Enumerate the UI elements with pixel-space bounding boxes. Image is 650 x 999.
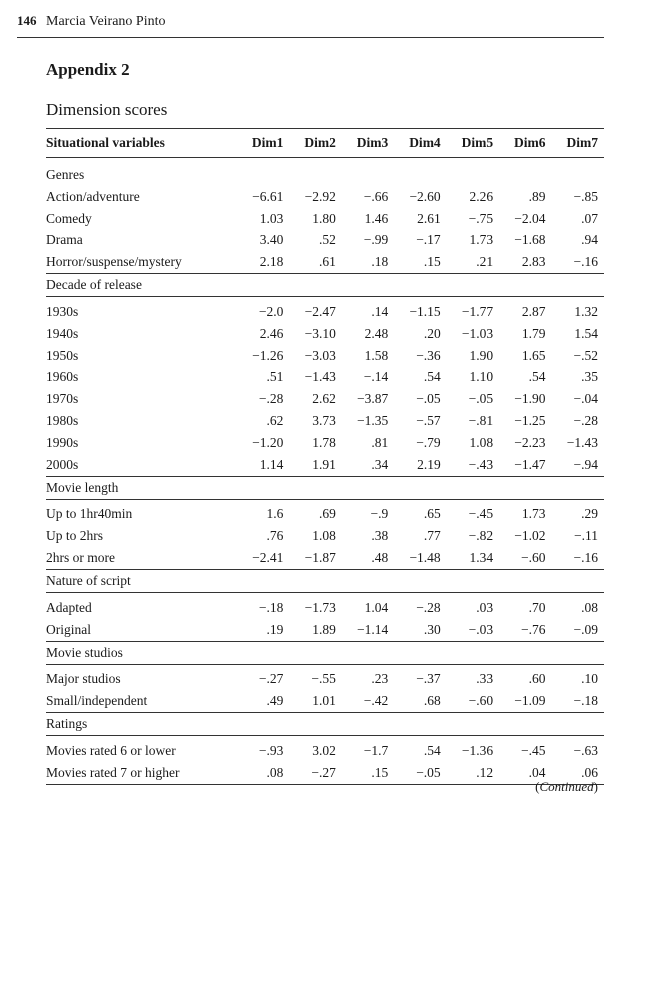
section-row [46, 713, 604, 736]
row-label: Drama [46, 232, 83, 248]
cell-dim6: −.60 [521, 550, 546, 566]
header-dim7: Dim7 [552, 129, 604, 158]
table-row [46, 388, 604, 410]
cell-dim3: −.14 [363, 369, 389, 385]
row-label: 1980s [46, 413, 79, 429]
table-row [46, 208, 604, 230]
cell-dim5: −.75 [468, 210, 494, 226]
cell-dim5: 1.34 [469, 550, 494, 566]
cell-dim7: −.18 [573, 693, 598, 709]
cell-dim7: −.85 [573, 188, 598, 204]
cell-dim7: .08 [581, 599, 598, 615]
cell-dim4: −.05 [394, 762, 446, 784]
section-title: Movie studios [46, 641, 604, 664]
row-label: 2hrs or more [46, 550, 115, 566]
row-label: 1990s [46, 434, 79, 450]
header-dim5: Dim5 [447, 129, 499, 158]
cell-dim3: −3.87 [357, 391, 389, 407]
table-row [46, 410, 604, 432]
cell-dim5: .33 [476, 671, 494, 687]
row-label: Movies rated 6 or lower [46, 743, 176, 759]
cell-dim7: .10 [581, 671, 598, 687]
cell-dim3: 1.04 [364, 599, 389, 615]
table-caption: Dimension scores [46, 100, 168, 119]
cell-dim4: −.28 [416, 599, 441, 615]
cell-dim3: .23 [371, 671, 389, 687]
cell-dim6: −1.90 [514, 391, 546, 407]
table-row [46, 345, 604, 367]
table-row [46, 297, 604, 323]
section-row [46, 274, 604, 297]
row-label: Up to 2hrs [46, 528, 103, 544]
cell-dim2: 1.08 [312, 528, 336, 544]
cell-dim5: 1.73 [469, 232, 494, 248]
cell-dim2: −1.73 [304, 599, 336, 615]
cell-dim4: 2.61 [417, 210, 441, 226]
cell-dim5: 1.10 [469, 369, 494, 385]
table-row [46, 592, 604, 618]
cell-dim6: −1.09 [514, 693, 546, 709]
row-label: 1970s [46, 391, 79, 407]
cell-dim3: −1.7 [363, 743, 389, 759]
cell-dim7: −.04 [573, 391, 598, 407]
cell-dim6: 1.73 [521, 506, 546, 522]
dimension-scores-table [46, 128, 604, 785]
cell-dim4: .30 [423, 621, 441, 637]
section-row [46, 641, 604, 664]
cell-dim2: −2.92 [304, 188, 336, 204]
section-title: Nature of script [46, 569, 604, 592]
table-row [46, 547, 604, 569]
table-row [46, 367, 604, 389]
cell-dim3: .38 [371, 528, 389, 544]
cell-dim7: −.28 [573, 413, 598, 429]
cell-dim5: −.03 [468, 621, 494, 637]
header-dim1: Dim1 [237, 129, 289, 158]
cell-dim1: .62 [266, 413, 284, 429]
cell-dim6: 2.83 [521, 254, 546, 270]
table-row [46, 619, 604, 641]
cell-dim1: 1.03 [259, 210, 284, 226]
cell-dim2: −.27 [289, 762, 341, 784]
cell-dim6: −.45 [521, 743, 546, 759]
table-row [46, 762, 604, 784]
row-label: 1950s [46, 347, 79, 363]
table-row [46, 323, 604, 345]
cell-dim1: .49 [266, 693, 284, 709]
table-row [46, 454, 604, 476]
row-label: Movies rated 7 or higher [46, 762, 237, 784]
cell-dim7: −.11 [574, 528, 598, 544]
cell-dim7: .29 [581, 506, 598, 522]
cell-dim5: −1.77 [461, 304, 494, 320]
cell-dim1: −2.41 [252, 550, 284, 566]
cell-dim6: .04 [499, 762, 551, 784]
cell-dim3: 1.58 [364, 347, 389, 363]
cell-dim5: −.82 [468, 528, 494, 544]
cell-dim3: .81 [371, 434, 389, 450]
cell-dim3: 1.46 [364, 210, 389, 226]
row-label: 1960s [46, 369, 79, 385]
cell-dim7: −.63 [573, 743, 598, 759]
row-label: 1930s [46, 304, 79, 320]
cell-dim2: .52 [318, 232, 336, 248]
row-label: Up to 1hr40min [46, 506, 133, 522]
cell-dim1: −.18 [258, 599, 284, 615]
cell-dim5: .21 [476, 254, 494, 270]
cell-dim1: .19 [266, 621, 284, 637]
cell-dim3: .34 [371, 456, 389, 472]
row-label: Action/adventure [46, 188, 140, 204]
table-row [46, 690, 604, 712]
row-label: Major studios [46, 671, 121, 687]
section-title: Genres [46, 167, 85, 182]
cell-dim1: 1.14 [259, 456, 284, 472]
cell-dim3: .15 [342, 762, 394, 784]
cell-dim2: 1.89 [312, 621, 336, 637]
cell-dim3: −.42 [363, 693, 389, 709]
page-number: 146 [17, 13, 37, 28]
cell-dim3: .18 [371, 254, 389, 270]
cell-dim4: .54 [423, 743, 441, 759]
cell-dim6: −1.02 [514, 528, 546, 544]
cell-dim6: .60 [528, 671, 546, 687]
row-label: Small/independent [46, 693, 148, 709]
cell-dim7: .06 [552, 762, 604, 784]
cell-dim5: −.05 [468, 391, 494, 407]
cell-dim1: 3.40 [259, 232, 284, 248]
cell-dim4: −.17 [416, 232, 441, 248]
cell-dim1: .76 [266, 528, 284, 544]
cell-dim4: .15 [423, 254, 441, 270]
cell-dim3: .14 [371, 304, 389, 320]
cell-dim3: −.66 [363, 188, 389, 204]
cell-dim2: −1.43 [304, 369, 336, 385]
cell-dim5: .12 [447, 762, 499, 784]
cell-dim3: .48 [371, 550, 389, 566]
table-row [46, 525, 604, 547]
section-title: Ratings [46, 713, 604, 736]
cell-dim2: −3.10 [304, 325, 336, 341]
cell-dim5: −.45 [468, 506, 494, 522]
cell-dim7: .35 [581, 369, 598, 385]
cell-dim6: −2.23 [514, 434, 546, 450]
cell-dim1: −1.20 [252, 434, 284, 450]
cell-dim6: −.76 [521, 621, 546, 637]
cell-dim5: 1.08 [469, 434, 494, 450]
section-row [46, 476, 604, 499]
cell-dim4: .77 [423, 528, 441, 544]
cell-dim6: −1.47 [514, 456, 546, 472]
cell-dim1: −1.26 [252, 347, 284, 363]
cell-dim1: −.93 [258, 743, 284, 759]
cell-dim1: −2.0 [258, 304, 284, 320]
cell-dim6: −1.25 [514, 413, 546, 429]
table-body [46, 158, 604, 785]
cell-dim6: −2.04 [514, 210, 546, 226]
table-row [46, 230, 604, 252]
cell-dim6: .70 [528, 599, 546, 615]
cell-dim6: 1.65 [521, 347, 546, 363]
author-name: Marcia Veirano Pinto [46, 14, 166, 29]
cell-dim3: −1.35 [357, 413, 389, 429]
header-dim4: Dim4 [394, 129, 446, 158]
cell-dim4: .68 [423, 693, 441, 709]
section-row [46, 569, 604, 592]
cell-dim6: .89 [528, 188, 546, 204]
cell-dim4: −.79 [416, 434, 441, 450]
cell-dim7: −.16 [573, 254, 598, 270]
cell-dim4: .65 [423, 506, 441, 522]
cell-dim5: −.81 [468, 413, 494, 429]
cell-dim5: 1.90 [469, 347, 494, 363]
cell-dim4: −.36 [416, 347, 441, 363]
cell-dim1: 2.18 [259, 254, 284, 270]
cell-dim2: 1.80 [312, 210, 336, 226]
cell-dim2: 1.91 [312, 456, 336, 472]
cell-dim3: −.9 [370, 506, 389, 522]
cell-dim2: −3.03 [304, 347, 336, 363]
cell-dim4: .54 [423, 369, 441, 385]
cell-dim5: 2.26 [469, 188, 494, 204]
header-dim3: Dim3 [342, 129, 394, 158]
row-label: 1940s [46, 325, 79, 341]
cell-dim7: −.16 [573, 550, 598, 566]
cell-dim2: 2.62 [312, 391, 336, 407]
cell-dim4: 2.19 [417, 456, 441, 472]
table-header-row [46, 129, 604, 158]
row-label: 2000s [46, 456, 79, 472]
table-row [46, 432, 604, 454]
cell-dim7: −.52 [573, 347, 598, 363]
cell-dim4: −.05 [416, 391, 441, 407]
cell-dim2: −2.47 [304, 304, 336, 320]
cell-dim1: −.27 [258, 671, 284, 687]
cell-dim7: −.09 [573, 621, 598, 637]
cell-dim7: −1.43 [566, 434, 598, 450]
cell-dim4: −1.48 [409, 550, 441, 566]
header-dim6: Dim6 [499, 129, 551, 158]
row-label: Adapted [46, 599, 92, 615]
cell-dim4: .20 [423, 325, 441, 341]
cell-dim1: .08 [237, 762, 289, 784]
row-label: Horror/suspense/mystery [46, 254, 182, 270]
cell-dim3: −.99 [363, 232, 389, 248]
cell-dim7: .94 [581, 232, 598, 248]
cell-dim1: 1.6 [266, 506, 284, 522]
table-row [46, 499, 604, 525]
cell-dim4: −1.15 [409, 304, 441, 320]
cell-dim1: .51 [266, 369, 284, 385]
cell-dim3: 2.48 [364, 325, 389, 341]
cell-dim7: −.94 [573, 456, 598, 472]
cell-dim6: 2.87 [521, 304, 546, 320]
table-row [46, 736, 604, 762]
cell-dim5: −.60 [468, 693, 494, 709]
cell-dim5: −.43 [468, 456, 494, 472]
cell-dim4: −2.60 [409, 188, 441, 204]
cell-dim2: 3.73 [312, 413, 336, 429]
cell-dim4: −.37 [416, 671, 441, 687]
section-title: Decade of release [46, 274, 604, 297]
cell-dim7: 1.54 [574, 325, 598, 341]
cell-dim1: −6.61 [252, 188, 284, 204]
header-situational-variables: Situational variables [46, 129, 237, 158]
header-dim2: Dim2 [289, 129, 341, 158]
section-title: Movie length [46, 476, 604, 499]
cell-dim5: −1.03 [461, 325, 494, 341]
cell-dim6: 1.79 [521, 325, 546, 341]
cell-dim5: .03 [476, 599, 494, 615]
cell-dim6: .54 [528, 369, 546, 385]
cell-dim2: −1.87 [304, 550, 336, 566]
cell-dim2: 1.01 [312, 693, 336, 709]
cell-dim4: −.57 [416, 413, 441, 429]
table-row [46, 251, 604, 273]
cell-dim1: 2.46 [259, 325, 284, 341]
cell-dim2: .69 [318, 506, 336, 522]
row-label: Original [46, 621, 91, 637]
row-label: Comedy [46, 210, 92, 226]
cell-dim2: 3.02 [312, 743, 336, 759]
cell-dim1: −.28 [258, 391, 284, 407]
cell-dim7: 1.32 [574, 304, 598, 320]
continued-note: (Continued) [535, 779, 598, 794]
cell-dim2: −.55 [311, 671, 336, 687]
running-head [17, 12, 604, 38]
cell-dim2: 1.78 [312, 434, 336, 450]
cell-dim5: −1.36 [461, 743, 494, 759]
section-row [46, 158, 604, 187]
cell-dim7: .07 [581, 210, 598, 226]
table-row [46, 664, 604, 690]
appendix-title: Appendix 2 [46, 60, 130, 79]
cell-dim2: .61 [318, 254, 336, 270]
cell-dim3: −1.14 [357, 621, 389, 637]
table-row [46, 186, 604, 208]
cell-dim6: −1.68 [514, 232, 546, 248]
